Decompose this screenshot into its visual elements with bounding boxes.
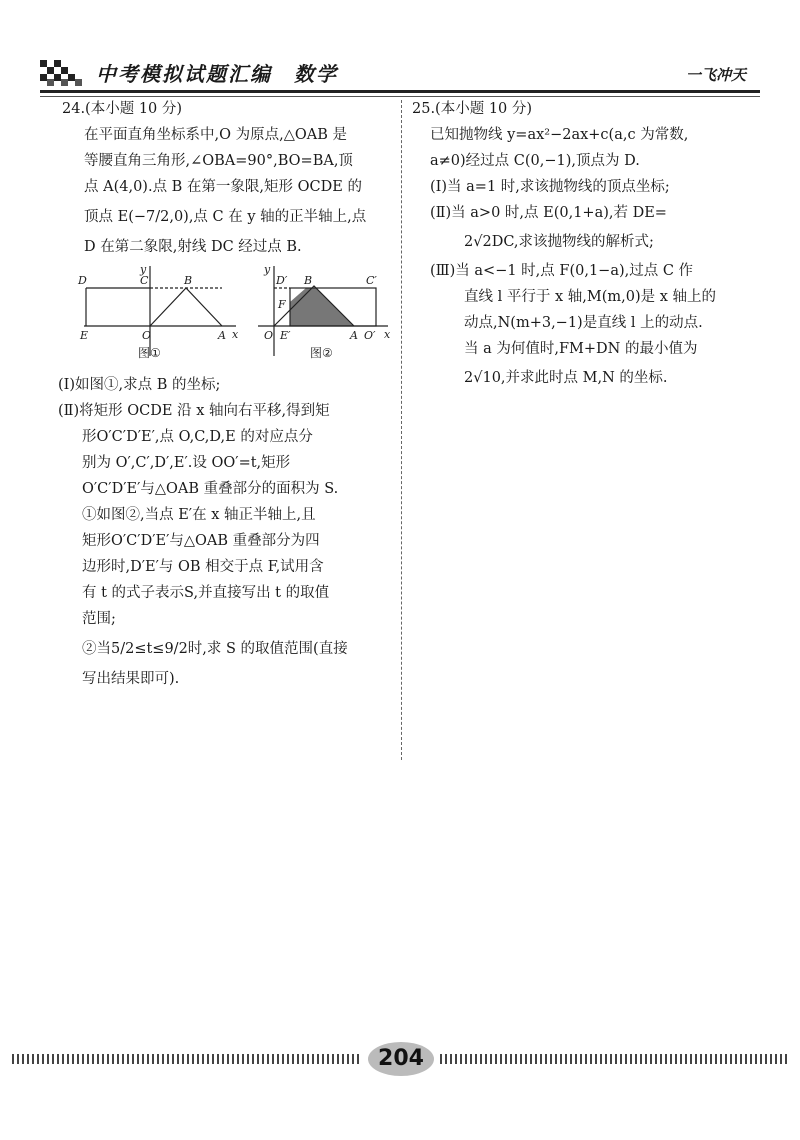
fig2-label-Dp: D′	[276, 274, 288, 287]
q24-part2-line: (Ⅱ)将矩形 OCDE 沿 x 轴向右平移,得到矩	[58, 403, 330, 419]
figure-1	[76, 264, 244, 364]
q25-line: 已知抛物线 y=ax²−2ax+c(a,c 为常数,	[430, 127, 689, 143]
q24-intro-line: 顶点 E(−7/2,0),点 C 在 y 轴的正半轴上,点	[84, 209, 367, 225]
fig1-label-D: D	[78, 274, 87, 287]
q24-intro-line: 点 A(4,0).点 B 在第一象限,矩形 OCDE 的	[84, 179, 362, 195]
fig1-label-x: x	[232, 328, 239, 341]
fig2-label-Op: O′	[364, 329, 376, 342]
q25-line: (Ⅲ)当 a<−1 时,点 F(0,1−a),过点 C 作	[430, 263, 694, 279]
q25-line: a≠0)经过点 C(0,−1),顶点为 D.	[430, 153, 640, 169]
fig2-label-y: y	[264, 264, 271, 276]
fig1-label-y: y	[140, 264, 147, 276]
fig1-label-O: O	[142, 329, 152, 342]
footer-border-left	[12, 1054, 360, 1064]
q24-part2-line: 有 t 的式子表示S,并直接写出 t 的取值	[82, 585, 330, 601]
q25-line: 动点,N(m+3,−1)是直线 l 上的动点.	[464, 315, 703, 331]
fig2-label-x: x	[384, 328, 391, 341]
q24-part2-line: 边形时,D′E′与 OB 相交于点 F,试用含	[82, 559, 324, 575]
header-rule	[40, 90, 760, 93]
fig2-caption: 图②	[310, 346, 333, 360]
fig1-label-C: C	[140, 274, 149, 287]
page-number: 204	[368, 1042, 434, 1076]
q24-intro-line: D 在第二象限,射线 DC 经过点 B.	[84, 239, 302, 255]
q25-line: 2√10,并求此时点 M,N 的坐标.	[464, 370, 668, 386]
q24-part2-line: 写出结果即可).	[82, 671, 180, 687]
question-25	[412, 96, 754, 394]
q24-part2-line: 别为 O′,C′,D′,E′.设 OO′=t,矩形	[82, 455, 291, 471]
fig1-label-A: A	[218, 329, 226, 342]
q25-line: (Ⅰ)当 a=1 时,求该抛物线的顶点坐标;	[430, 179, 670, 195]
fig1-caption: 图①	[138, 346, 161, 360]
header-title: 中考模拟试题汇编 数学	[96, 62, 338, 86]
q25-number: 25.(本小题 10 分)	[412, 101, 533, 117]
page-footer	[0, 1042, 800, 1082]
q24-part2-line: ①如图②,当点 E′在 x 轴正半轴上,且	[82, 507, 316, 523]
q24-intro-line: 在平面直角坐标系中,O 为原点,△OAB 是	[84, 127, 347, 143]
checker-logo-icon	[40, 60, 84, 86]
figure-2	[254, 264, 394, 364]
question-24	[58, 96, 396, 692]
footer-border-right	[440, 1054, 790, 1064]
q25-line: 直线 l 平行于 x 轴,M(m,0)是 x 轴上的	[464, 289, 717, 305]
page-header	[40, 52, 760, 92]
fig2-label-A: A	[350, 329, 358, 342]
q25-line: 当 a 为何值时,FM+DN 的最小值为	[464, 341, 698, 357]
q25-line: (Ⅱ)当 a>0 时,点 E(0,1+a),若 DE=	[430, 205, 667, 221]
fig1-label-E: E	[80, 329, 89, 342]
fig2-label-Ep: E′	[280, 329, 291, 342]
q24-part2-line: O′C′D′E′与△OAB 重叠部分的面积为 S.	[82, 481, 339, 497]
q24-part2-line: 范围;	[82, 611, 116, 627]
q24-number: 24.(本小题 10 分)	[62, 101, 183, 117]
q24-intro-line: 等腰直角三角形,∠OBA=90°,BO=BA,顶	[84, 153, 353, 169]
q25-line: 2√2DC,求该抛物线的解析式;	[464, 234, 654, 250]
fig2-label-B: B	[304, 274, 313, 287]
fig2-label-Cp: C′	[366, 274, 377, 287]
q24-figures	[76, 264, 396, 368]
fig2-label-O: O	[264, 329, 274, 342]
column-divider	[401, 100, 402, 760]
fig2-label-F: F	[278, 298, 286, 311]
q24-part2-line: 形O′C′D′E′,点 O,C,D,E 的对应点分	[82, 429, 313, 445]
q24-part1: (Ⅰ)如图①,求点 B 的坐标;	[58, 377, 221, 393]
header-brand: 一飞冲天	[685, 66, 746, 84]
fig1-label-B: B	[184, 274, 193, 287]
q24-part2-line: ②当5/2≤t≤9/2时,求 S 的取值范围(直接	[82, 641, 348, 657]
q24-part2-line: 矩形O′C′D′E′与△OAB 重叠部分为四	[82, 533, 320, 549]
